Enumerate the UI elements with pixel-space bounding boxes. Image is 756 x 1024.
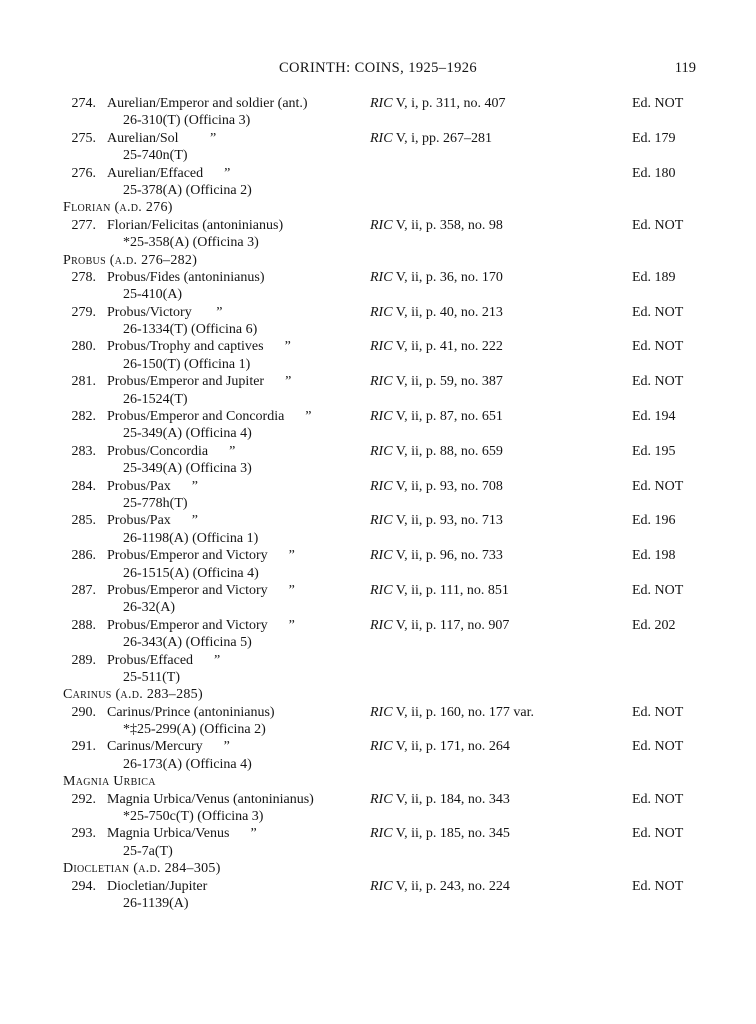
catalogue-entry	[0, 338, 756, 355]
ric-reference	[370, 704, 534, 721]
ric-citation: V, i, pp. 267–281	[392, 130, 493, 146]
entry-inventory-line	[0, 182, 756, 199]
catalogue-entry	[0, 304, 756, 321]
edwards-reference: Ed. NOT	[632, 739, 684, 755]
edwards-reference: Ed. 179	[632, 130, 676, 146]
entry-number: 284.	[71, 478, 96, 494]
edwards-reference: Ed. 198	[632, 548, 676, 564]
entry-number: 280.	[71, 339, 96, 355]
edwards-reference: Ed. 194	[632, 409, 676, 425]
catalogue-entry	[0, 582, 756, 599]
ric-abbrev: RIC	[370, 96, 393, 111]
ric-reference	[370, 582, 509, 599]
entry-number: 292.	[71, 791, 96, 807]
entry-description: Aurelian/Sol ”	[107, 130, 217, 146]
ric-abbrev: RIC	[370, 304, 393, 320]
entry-number: 286.	[71, 548, 96, 564]
ric-abbrev: RIC	[370, 791, 393, 807]
ric-reference	[370, 791, 510, 808]
section-heading: Probus (a.d. 276–282)	[63, 252, 198, 268]
ric-reference	[370, 617, 509, 634]
ric-citation: V, ii, p. 93, no. 713	[392, 513, 503, 529]
ric-abbrev: RIC	[370, 739, 393, 755]
catalogue-entry	[0, 130, 756, 147]
ric-citation: V, ii, p. 59, no. 387	[392, 374, 503, 390]
entry-number: 293.	[71, 826, 96, 842]
ric-reference	[370, 408, 503, 425]
inventory-number: 25-7a(T)	[123, 843, 173, 859]
ric-abbrev: RIC	[370, 374, 393, 390]
entry-description: Probus/Effaced ”	[107, 652, 221, 668]
section-heading: Florian (a.d. 276)	[63, 200, 173, 216]
catalogue-entry	[0, 738, 756, 755]
ric-reference	[370, 95, 506, 112]
ric-abbrev: RIC	[370, 582, 393, 598]
ric-citation: V, ii, p. 243, no. 224	[392, 878, 510, 894]
entry-number: 283.	[71, 443, 96, 459]
entry-number: 289.	[71, 652, 96, 668]
entry-inventory-line	[0, 599, 756, 616]
entry-number: 291.	[71, 739, 96, 755]
ric-abbrev: RIC	[370, 339, 393, 355]
edwards-reference: Ed. 202	[632, 617, 676, 633]
entry-number: 276.	[71, 165, 96, 181]
running-head	[0, 60, 756, 80]
entry-description: Carinus/Prince (antoninianus)	[107, 704, 275, 720]
entry-description: Magnia Urbica/Venus (antoninianus)	[107, 791, 314, 807]
section-heading: Diocletian (a.d. 284–305)	[63, 861, 221, 877]
entry-inventory-line	[0, 234, 756, 251]
ric-reference	[370, 512, 503, 529]
inventory-number: 25-740n(T)	[123, 148, 188, 164]
catalogue-entry	[0, 704, 756, 721]
ric-abbrev: RIC	[370, 548, 393, 564]
ric-abbrev: RIC	[370, 443, 393, 459]
inventory-number: 25-778h(T)	[123, 495, 188, 511]
entry-description: Probus/Emperor and Victory ”	[107, 548, 295, 564]
catalogue-entry	[0, 547, 756, 564]
ric-reference	[370, 269, 503, 286]
ric-reference	[370, 878, 510, 895]
ric-abbrev: RIC	[370, 478, 393, 494]
ric-abbrev: RIC	[370, 617, 393, 633]
inventory-number: 25-410(A)	[123, 287, 183, 303]
catalogue-entry	[0, 617, 756, 634]
entry-inventory-line	[0, 321, 756, 338]
entry-description: Probus/Emperor and Concordia ”	[107, 409, 312, 425]
entry-inventory-line	[0, 808, 756, 825]
entry-number: 281.	[71, 374, 96, 390]
entry-inventory-line	[0, 495, 756, 512]
ric-citation: V, ii, p. 117, no. 907	[392, 617, 510, 633]
page-number: 119	[674, 60, 696, 76]
entry-inventory-line	[0, 460, 756, 477]
catalogue-entry	[0, 408, 756, 425]
edwards-reference: Ed. 196	[632, 513, 676, 529]
ric-reference	[370, 478, 503, 495]
catalogue-entry	[0, 512, 756, 529]
edwards-reference: Ed. NOT	[632, 96, 684, 111]
ric-reference	[370, 338, 503, 355]
catalogue-entry	[0, 373, 756, 390]
ric-abbrev: RIC	[370, 878, 393, 894]
edwards-reference: Ed. 189	[632, 269, 676, 285]
ric-reference	[370, 373, 503, 390]
ric-reference	[370, 547, 503, 564]
entry-inventory-line	[0, 530, 756, 547]
ric-citation: V, ii, p. 93, no. 708	[392, 478, 503, 494]
entry-number: 277.	[71, 217, 96, 233]
ric-citation: V, ii, p. 40, no. 213	[392, 304, 503, 320]
entry-inventory-line	[0, 565, 756, 582]
entry-number: 285.	[71, 513, 96, 529]
entry-description: Probus/Pax ”	[107, 513, 198, 529]
ric-citation: V, ii, p. 185, no. 345	[392, 826, 510, 842]
entry-number: 274.	[71, 96, 96, 111]
entry-description: Probus/Emperor and Victory ”	[107, 617, 295, 633]
ric-reference	[370, 130, 492, 147]
entry-description: Probus/Fides (antoninianus)	[107, 269, 265, 285]
entry-description: Probus/Concordia ”	[107, 443, 236, 459]
catalogue-entry	[0, 217, 756, 234]
catalogue-entry	[0, 478, 756, 495]
catalogue-entry	[0, 791, 756, 808]
page-title: CORINTH: COINS, 1925–1926	[278, 60, 478, 76]
ric-reference	[370, 443, 503, 460]
ric-citation: V, ii, p. 41, no. 222	[392, 339, 503, 355]
inventory-number: 26-173(A) (Officina 4)	[123, 756, 252, 772]
inventory-number: 25-378(A) (Officina 2)	[123, 182, 252, 198]
inventory-number: 25-511(T)	[123, 669, 181, 685]
ric-abbrev: RIC	[370, 704, 393, 720]
entry-inventory-line	[0, 895, 756, 912]
entry-description: Probus/Victory ”	[107, 304, 223, 320]
edwards-reference: Ed. NOT	[632, 791, 684, 807]
entry-inventory-line	[0, 425, 756, 442]
edwards-reference: Ed. NOT	[632, 878, 684, 894]
ric-citation: V, ii, p. 96, no. 733	[392, 548, 503, 564]
ric-abbrev: RIC	[370, 130, 393, 146]
entry-inventory-line	[0, 286, 756, 303]
ric-citation: V, ii, p. 111, no. 851	[392, 582, 509, 598]
inventory-number: *25-750c(T) (Officina 3)	[123, 809, 264, 825]
ric-abbrev: RIC	[370, 269, 393, 285]
entry-number: 288.	[71, 617, 96, 633]
ric-reference	[370, 825, 510, 842]
edwards-reference: Ed. NOT	[632, 217, 684, 233]
edwards-reference: Ed. 180	[632, 165, 676, 181]
edwards-reference: Ed. NOT	[632, 374, 684, 390]
entry-number: 279.	[71, 304, 96, 320]
inventory-number: 26-1198(A) (Officina 1)	[123, 530, 259, 546]
ric-abbrev: RIC	[370, 217, 393, 233]
entry-description: Aurelian/Effaced ”	[107, 165, 231, 181]
catalogue-entry	[0, 825, 756, 842]
edwards-reference: Ed. NOT	[632, 826, 684, 842]
section-heading: Carinus (a.d. 283–285)	[63, 687, 203, 703]
ric-abbrev: RIC	[370, 826, 393, 842]
edwards-reference: Ed. NOT	[632, 582, 684, 598]
ric-citation: V, ii, p. 160, no. 177 var.	[392, 704, 534, 720]
ric-abbrev: RIC	[370, 409, 393, 425]
entry-number: 290.	[71, 704, 96, 720]
ric-citation: V, ii, p. 171, no. 264	[392, 739, 510, 755]
inventory-number: 26-1139(A)	[123, 895, 189, 911]
entry-number: 294.	[71, 878, 96, 894]
entry-inventory-line	[0, 843, 756, 860]
edwards-reference: Ed. NOT	[632, 478, 684, 494]
inventory-number: 26-310(T) (Officina 3)	[123, 113, 251, 129]
entry-description: Probus/Emperor and Jupiter ”	[107, 374, 292, 390]
catalogue-entry	[0, 652, 756, 669]
inventory-number: *25-358(A) (Officina 3)	[123, 235, 259, 251]
inventory-number: 26-343(A) (Officina 5)	[123, 635, 252, 651]
entry-description: Aurelian/Emperor and soldier (ant.)	[107, 96, 308, 111]
entry-inventory-line	[0, 756, 756, 773]
inventory-number: *‡25-299(A) (Officina 2)	[123, 722, 266, 738]
catalogue-entry	[0, 95, 756, 112]
entry-inventory-line	[0, 721, 756, 738]
entry-description: Probus/Pax ”	[107, 478, 198, 494]
inventory-number: 26-32(A)	[123, 600, 176, 616]
entry-inventory-line	[0, 634, 756, 651]
catalogue-entry	[0, 443, 756, 460]
edwards-reference: Ed. NOT	[632, 339, 684, 355]
entry-description: Magnia Urbica/Venus ”	[107, 826, 257, 842]
edwards-reference: Ed. NOT	[632, 704, 684, 720]
entry-description: Diocletian/Jupiter	[107, 878, 208, 894]
entry-number: 278.	[71, 269, 96, 285]
entry-inventory-line	[0, 669, 756, 686]
entry-inventory-line	[0, 147, 756, 164]
section-heading: Magnia Urbica	[63, 774, 156, 790]
ric-abbrev: RIC	[370, 513, 393, 529]
entry-description: Probus/Trophy and captives ”	[107, 339, 291, 355]
inventory-number: 26-1334(T) (Officina 6)	[123, 322, 258, 338]
ric-citation: V, ii, p. 87, no. 651	[392, 409, 503, 425]
entry-description: Carinus/Mercury ”	[107, 739, 230, 755]
ric-citation: V, ii, p. 36, no. 170	[392, 269, 503, 285]
entry-description: Florian/Felicitas (antoninianus)	[107, 217, 284, 233]
ric-reference	[370, 738, 510, 755]
coin-catalogue	[0, 95, 756, 912]
ric-citation: V, ii, p. 88, no. 659	[392, 443, 503, 459]
ric-reference	[370, 217, 503, 234]
entry-inventory-line	[0, 112, 756, 129]
inventory-number: 25-349(A) (Officina 4)	[123, 426, 252, 442]
entry-inventory-line	[0, 391, 756, 408]
inventory-number: 26-150(T) (Officina 1)	[123, 356, 251, 372]
entry-number: 275.	[71, 130, 96, 146]
entry-description: Probus/Emperor and Victory ”	[107, 582, 295, 598]
catalogue-entry	[0, 165, 756, 182]
edwards-reference: Ed. 195	[632, 443, 676, 459]
entry-number: 282.	[71, 409, 96, 425]
ric-citation: V, i, p. 311, no. 407	[392, 96, 506, 111]
entry-inventory-line	[0, 356, 756, 373]
inventory-number: 26-1515(A) (Officina 4)	[123, 565, 259, 581]
inventory-number: 25-349(A) (Officina 3)	[123, 461, 252, 477]
edwards-reference: Ed. NOT	[632, 304, 684, 320]
ric-citation: V, ii, p. 184, no. 343	[392, 791, 510, 807]
inventory-number: 26-1524(T)	[123, 391, 188, 407]
ric-citation: V, ii, p. 358, no. 98	[392, 217, 503, 233]
entry-number: 287.	[71, 582, 96, 598]
catalogue-entry	[0, 878, 756, 895]
ric-reference	[370, 304, 503, 321]
catalogue-entry	[0, 269, 756, 286]
